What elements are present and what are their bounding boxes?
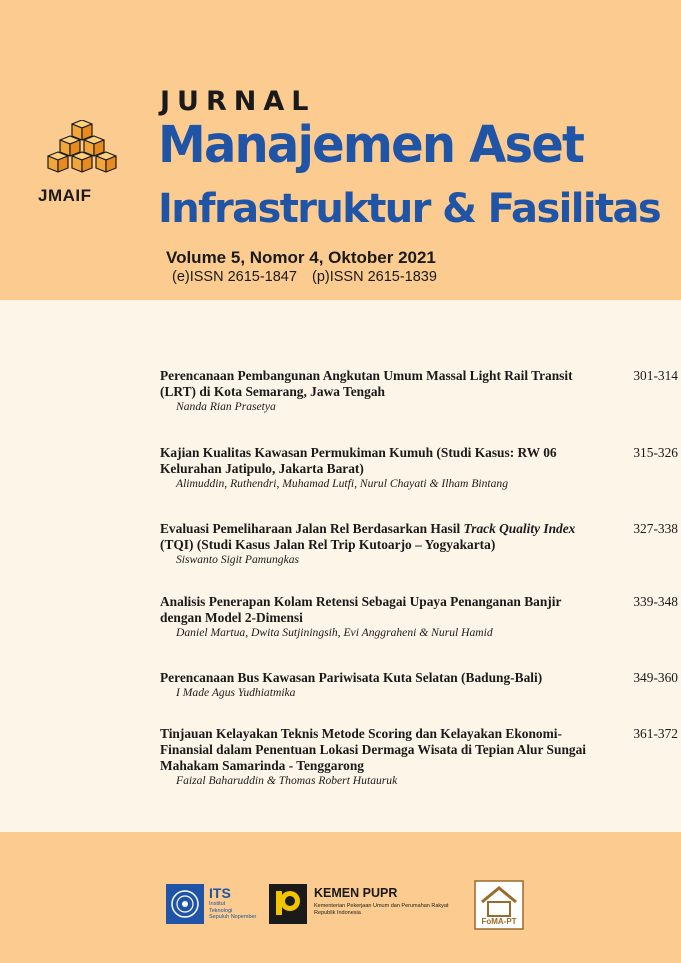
volume-info: Volume 5, Nomor 4, Oktober 2021 [166,248,436,267]
pupr-emblem-icon [268,883,308,925]
article-pages: 349-360 [633,670,678,685]
foma-pt-logo [474,880,524,930]
article-authors: I Made Agus Yudhiatmika [176,686,296,699]
article-title-line [160,521,612,537]
article-title [160,445,612,477]
article-title-line: Perencanaan Pembangunan Angkutan Umum Massal Light Rail Transit [160,368,573,383]
article-authors: Alimuddin, Ruthendri, Muhamad Lutfi, Nurul Chayati & Ilham Bintang [176,477,509,490]
pupr-subtitle [314,903,449,917]
article-title-line: (TQI) (Studi Kasus Jalan Rel Trip Kutoarjo – Yogyakarta) [160,537,496,552]
journal-word: JURNAL [160,86,316,117]
its-emblem-icon [165,883,205,925]
article-entry [160,445,680,491]
its-logo [165,883,265,925]
article-title-line: Analisis Penerapan Kolam Retensi Sebagai Upaya Penanganan Banjir [160,594,562,609]
pupr-logo [268,883,468,925]
article-title-italic: Track Quality Index [463,521,576,536]
article-title [160,726,620,774]
p-issn: (p)ISSN 2615-1839 [312,269,437,285]
article-title [160,521,612,553]
article-entry [160,594,680,640]
article-title-line: Tinjauan Kelayakan Teknis Metode Scoring dan Kelayakan Ekonomi- [160,726,562,741]
its-subtitle-line: Teknologi [209,907,233,914]
article-title-line: (LRT) di Kota Semarang, Jawa Tengah [160,384,385,399]
article-title [160,670,612,686]
article-entry [160,521,680,567]
article-title-line: Mahakam Samarinda - Tenggarong [160,758,364,773]
jmaif-label: JMAIF [38,186,92,205]
article-authors: Nanda Rian Prasetya [176,400,276,413]
article-pages: 339-348 [633,594,678,609]
its-subtitle [209,901,256,921]
article-pages: 315-326 [633,445,678,460]
article-authors: Faizal Baharuddin & Thomas Robert Hutauruk [176,774,398,787]
its-subtitle-line: Sepuluh Nopember [209,914,257,920]
article-title-line: Perencanaan Bus Kawasan Pariwisata Kuta Selatan (Badung-Bali) [160,670,543,685]
journal-title-line2: Infrastruktur & Fasilitas [158,186,661,232]
pupr-subtitle-line: Kementerian Pekerjaan Umum dan Perumahan Rakyat [314,903,449,909]
e-issn: (e)ISSN 2615-1847 [172,269,297,285]
article-entry [160,670,680,700]
article-pages: 327-338 [633,521,678,536]
article-title [160,368,612,400]
article-authors: Siswanto Sigit Pamungkas [176,553,300,566]
article-title-line: dengan Model 2-Dimensi [160,610,303,625]
article-pages: 361-372 [633,726,678,741]
article-entry [160,368,680,414]
article-title-line: Kelurahan Jatipulo, Jakarta Barat) [160,461,364,476]
its-name: ITS [209,885,231,901]
article-title-text: Evaluasi Pemeliharaan Jalan Rel Berdasarkan Hasil [160,521,464,536]
article-entry [160,726,680,788]
article-pages: 301-314 [633,368,678,383]
article-title-line: Finansial dalam Penentuan Lokasi Dermaga Wisata di Tepian Alur Sungai [160,742,587,757]
pupr-name: KEMEN PUPR [314,886,398,900]
article-title-line: Kajian Kualitas Kawasan Permukiman Kumuh (Studi Kasus: RW 06 [160,445,557,460]
pupr-subtitle-line: Republik Indonesia [314,910,361,916]
its-subtitle-line: Institut [209,901,226,907]
article-title [160,594,612,626]
foma-name: FoMA-PT [481,917,517,926]
article-authors: Daniel Martua, Dwita Sutjiningsih, Evi Anggraheni & Nurul Hamid [176,626,493,639]
journal-title-line1: Manajemen Aset [158,116,584,175]
